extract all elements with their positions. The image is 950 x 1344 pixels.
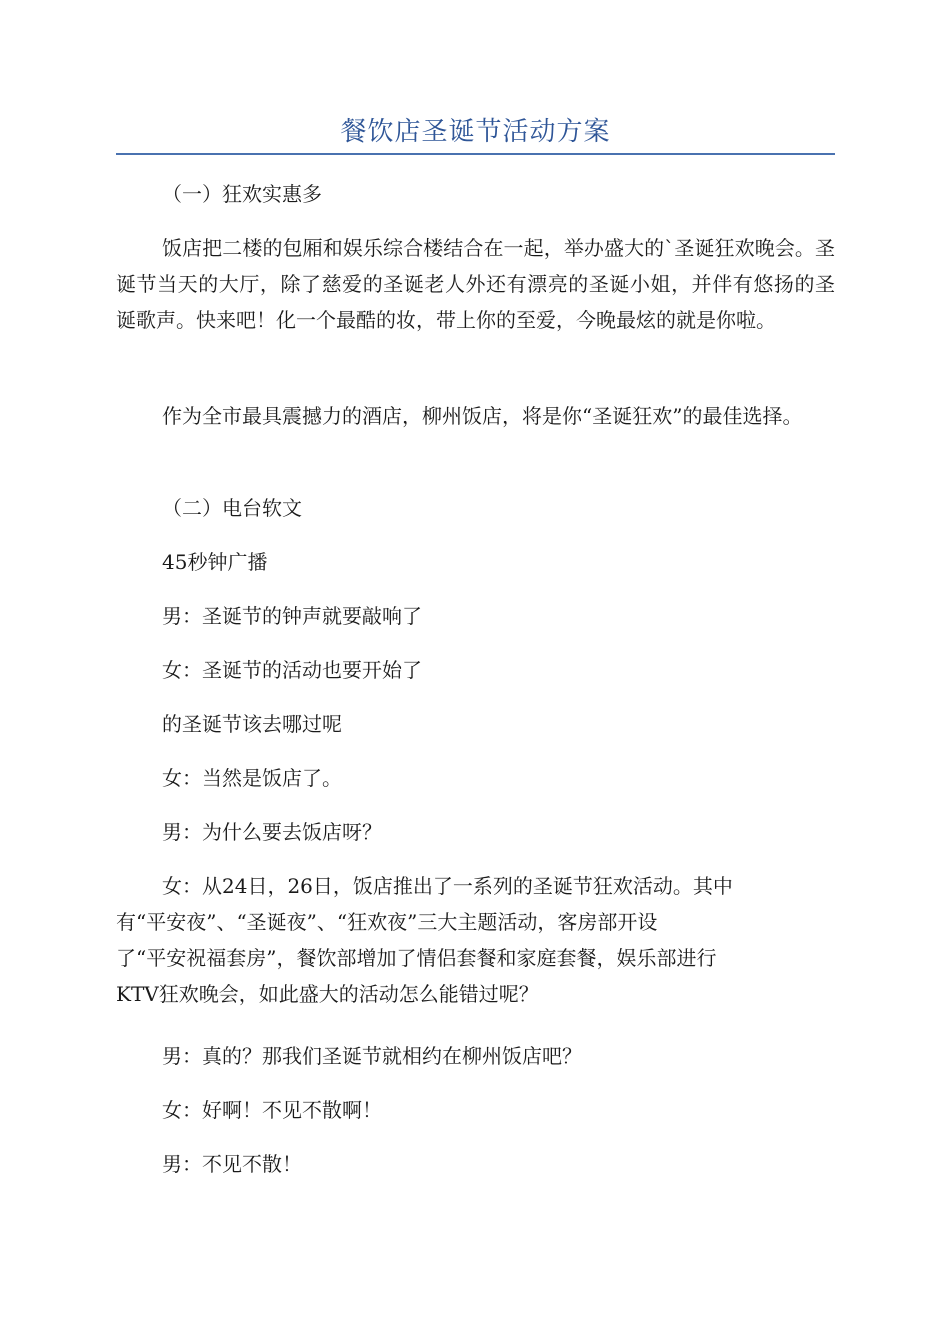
broadcast-label: 45秒钟广播 [162, 550, 268, 574]
dialogue-line: 的圣诞节该去哪过呢 [162, 712, 342, 736]
dialogue-line: 男：不见不散！ [162, 1152, 302, 1176]
dialogue-line: 女：好啊！不见不散啊！ [162, 1098, 382, 1122]
document-title: 餐饮店圣诞节活动方案 [340, 117, 611, 147]
dialogue-line: 男：为什么要去饭店呀？ [162, 820, 382, 844]
long-dialogue-line: 了“平安祝福套房”，餐饮部增加了情侣套餐和家庭套餐，娱乐部进行 [116, 946, 717, 970]
section-heading-2: （二）电台软文 [162, 496, 302, 520]
long-dialogue-line: 有“平安夜”、“圣诞夜”、“狂欢夜”三大主题活动，客房部开设 [116, 910, 658, 934]
dialogue-line: 男：真的？那我们圣诞节就相约在柳州饭店吧？ [162, 1044, 582, 1068]
dialogue-line: 男：圣诞节的钟声就要敲响了 [162, 604, 422, 628]
dialogue-line: 女：圣诞节的活动也要开始了 [162, 658, 422, 682]
title-underline [116, 153, 835, 155]
long-dialogue-line: KTV狂欢晚会，如此盛大的活动怎么能错过呢？ [116, 982, 539, 1006]
dialogue-line: 女：当然是饭店了。 [162, 766, 342, 790]
section-heading-1: （一）狂欢实惠多 [162, 182, 322, 206]
long-dialogue-line: 女：从24日，26日，饭店推出了一系列的圣诞节狂欢活动。其中 [162, 874, 733, 898]
paragraph-2: 作为全市最具震撼力的酒店，柳州饭店，将是你“圣诞狂欢”的最佳选择。 [162, 404, 803, 428]
paragraph-1: 饭店把二楼的包厢和娱乐综合楼结合在一起，举办盛大的`圣诞狂欢晚会。圣诞节当天的大厅，除了慈爱的圣诞老人外还有漂亮的圣诞小姐，并伴有悠扬的圣诞歌声。快来吧！化一个最酷的妆，带上你的至爱，今晚最炫的就是你啦。 [116, 236, 835, 332]
